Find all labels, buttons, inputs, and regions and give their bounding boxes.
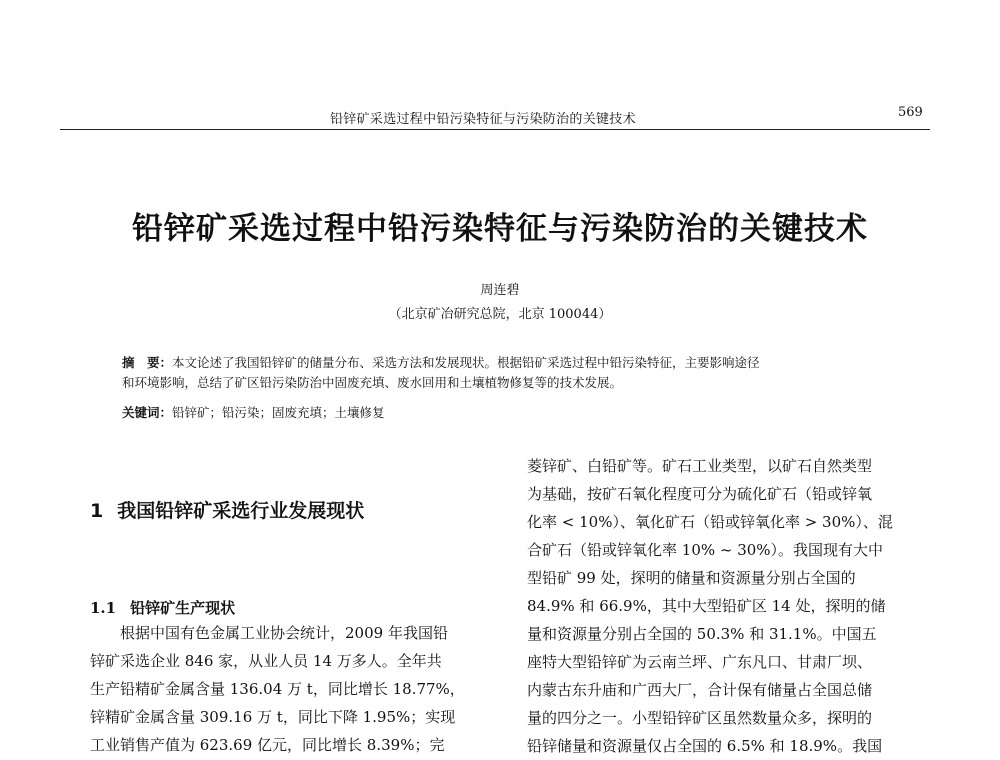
paragraph-line: 菱锌矿、白铅矿等。矿石工业类型，以矿石自然类型 [527,457,873,475]
paragraph-line: 工业销售产值为 623.69 亿元，同比增长 8.39%；完 [90,736,445,754]
keywords [122,403,892,423]
paragraph-line: 铅锌储量和资源量仅占全国的 6.5% 和 18.9%。我国 [527,737,883,755]
left-column-text [90,619,492,759]
paragraph-line: 量的四分之一。小型铅锌矿区虽然数量众多，探明的 [527,709,873,727]
abstract-line: 和环境影响，总结了矿区铅污染防治中固废充填、废水回用和土壤植物修复等的技术发展。 [122,375,623,390]
paragraph-line: 锌精矿金属含量 309.16 万 t，同比下降 1.95%；实现 [90,708,456,726]
paragraph-line: 为基础，按矿石氧化程度可分为硫化矿石（铅或锌氧 [527,485,873,503]
paragraph-line: 量和资源量分别占全国的 50.3% 和 31.1%。中国五 [527,625,877,643]
paragraph-line: 锌矿采选企业 846 家，从业人员 14 万多人。全年共 [90,652,442,670]
subsection-heading [90,597,235,618]
running-header-title: 铅锌矿采选过程中铅污染特征与污染防治的关键技术 [330,112,636,127]
affiliation: （北京矿冶研究总院，北京 100044） [388,307,612,322]
keywords-text: 铅锌矿；铅污染；固废充填；土壤修复 [172,405,385,420]
page-number: 569 [898,105,923,120]
subsection-number: 1.1 [90,599,117,617]
paragraph-line: 化率 < 10%）、氧化矿石（铅或锌氧化率 > 30%）、混 [527,513,893,531]
paragraph-line: 生产铅精矿金属含量 136.04 万 t，同比增长 18.77%， [90,680,465,698]
abstract-line: 本文论述了我国铅锌矿的储量分布、采选方法和发展现状。根据铅矿采选过程中铅污染特征，主要影响途径 [172,355,760,370]
paragraph-line: 根据中国有色金属工业协会统计，2009 年我国铅 [120,624,448,642]
paragraph-line: 合矿石（铅或锌氧化率 10% ~ 30%）。我国现有大中 [527,541,884,559]
section-heading [90,496,364,523]
abstract [122,353,892,393]
header-rule [60,129,930,130]
section-number: 1 [90,500,104,522]
paper-title: 铅锌矿采选过程中铅污染特征与污染防治的关键技术 [132,211,868,247]
section-title: 我国铅锌矿采选行业发展现状 [117,500,365,522]
paragraph-line: 84.9% 和 66.9%，其中大型铅矿区 14 处，探明的储 [527,597,886,615]
author: 周连碧 [480,283,520,298]
right-column-text [527,452,939,760]
paragraph-line: 型铅矿 99 处，探明的储量和资源量分别占全国的 [527,569,856,587]
subsection-title: 铅锌矿生产现状 [130,599,236,617]
keywords-label: 关键词： [122,405,173,420]
paragraph-line: 内蒙古东升庙和广西大厂，合计保有储量占全国总储 [527,681,873,699]
abstract-label: 摘 要： [122,355,173,370]
paragraph-line: 座特大型铅锌矿为云南兰坪、广东凡口、甘肃厂坝、 [527,653,873,671]
